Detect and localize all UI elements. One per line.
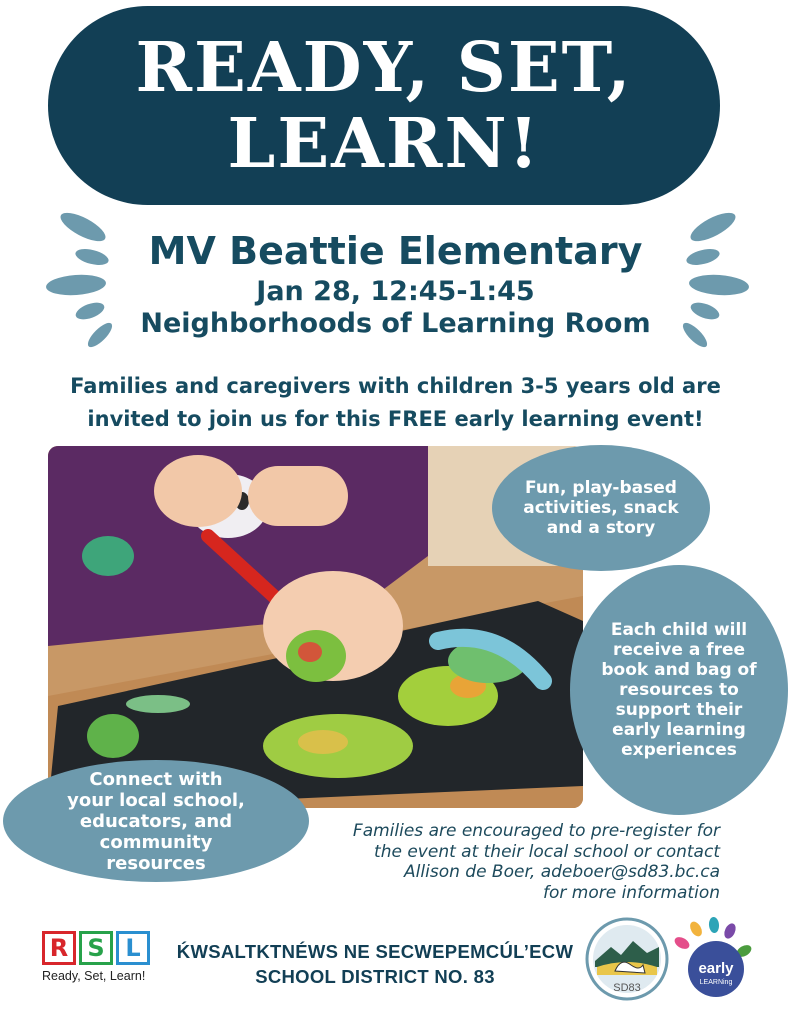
bubble-line: book and bag of xyxy=(601,660,757,680)
registration-contact[interactable]: Allison de Boer, adeboer@sd83.bc.ca xyxy=(404,862,720,882)
registration-line: for more information xyxy=(542,882,720,903)
bubble-line: activities, snack xyxy=(523,498,679,518)
early-label: early xyxy=(698,960,734,977)
bubble-line: Each child will xyxy=(610,620,748,640)
school-name: MV Beattie Elementary xyxy=(148,229,643,273)
rsl-letter-s: S xyxy=(79,931,113,965)
invite-text xyxy=(20,370,771,436)
bubble-line: Fun, play-based xyxy=(525,478,677,498)
bubble-line: early learning xyxy=(612,720,746,740)
registration-note xyxy=(300,821,720,903)
rsl-letter-l: L xyxy=(116,931,150,965)
title-banner xyxy=(48,6,720,205)
activities-bubble xyxy=(492,445,710,571)
invite-line-2: invited to join us for this FREE early learning event! xyxy=(87,407,704,431)
bubble-line: community resources xyxy=(99,831,213,874)
sd83-logo xyxy=(585,917,669,1001)
registration-line: Families are encouraged to pre-register for xyxy=(352,821,720,841)
bubble-line: your local school, xyxy=(67,789,245,811)
rsl-logo xyxy=(42,931,154,983)
bubble-line: resources to xyxy=(619,680,739,700)
bubble-line: experiences xyxy=(621,740,737,760)
district-name-secwepemc: ḰWSALTKTNÉWS NE SECWEPEMCÚL’ECW xyxy=(176,941,574,962)
district-name: SCHOOL DISTRICT NO. 83 xyxy=(255,966,495,987)
rsl-letter-r: R xyxy=(42,931,76,965)
early-learning-logo xyxy=(670,917,754,1001)
registration-line: the event at their local school or contact xyxy=(374,841,720,862)
event-location: Neighborhoods of Learning Room xyxy=(140,308,651,339)
invite-line-1: Families and caregivers with children 3-5 years old are xyxy=(70,374,721,398)
bubble-line: Connect with xyxy=(89,768,223,790)
title-line-2: LEARN! xyxy=(227,103,541,184)
rsl-tagline: Ready, Set, Learn! xyxy=(42,969,146,983)
early-sublabel: LEARNing xyxy=(699,979,733,986)
connect-bubble xyxy=(3,760,309,882)
bubble-line: receive a free xyxy=(612,640,746,660)
free-book-bubble xyxy=(570,565,788,815)
bubble-line: educators, and xyxy=(79,810,233,832)
bubble-line: and a story xyxy=(546,518,656,538)
bubble-line: support their xyxy=(615,700,743,720)
event-date-time: Jan 28, 12:45-1:45 xyxy=(256,276,535,307)
title-line-1: READY, SET, xyxy=(135,27,633,108)
sd83-label: SD83 xyxy=(613,982,641,994)
